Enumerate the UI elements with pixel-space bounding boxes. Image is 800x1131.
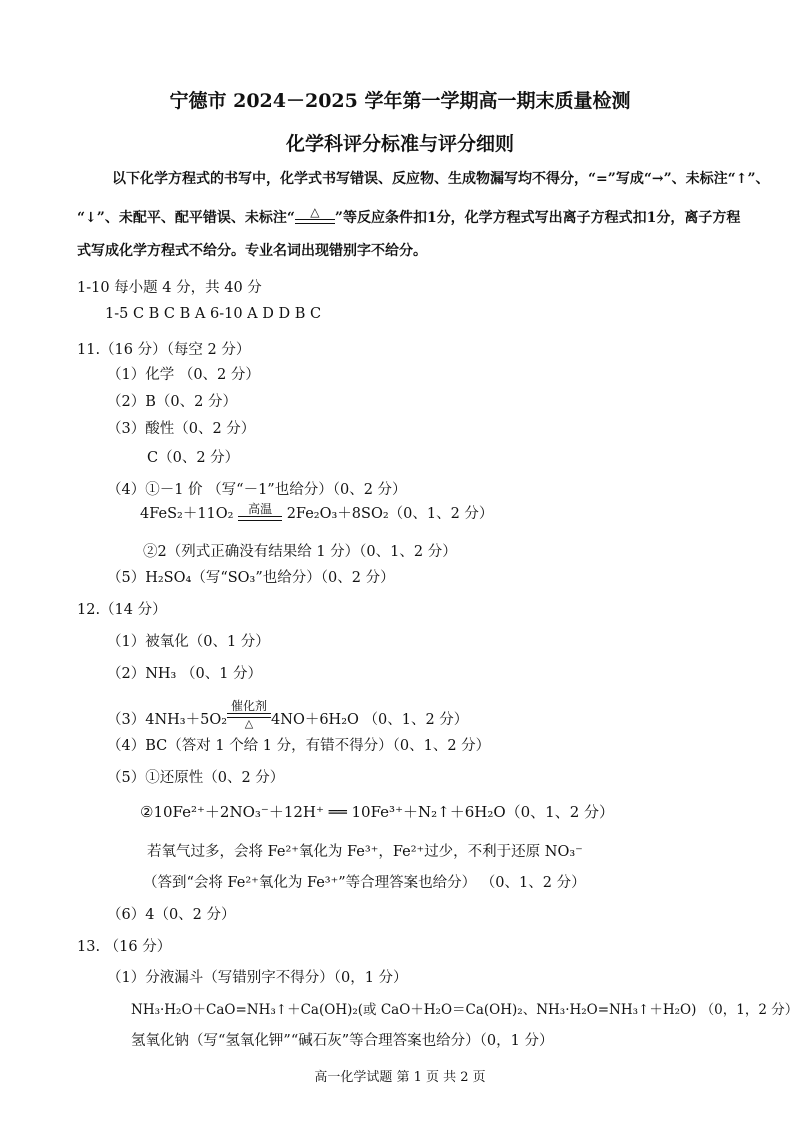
q12-answer-6: （6）4（0、2 分） <box>107 907 236 923</box>
q11-answer-3: （3）酸性（0、2 分） <box>107 421 256 437</box>
heat-symbol: △ <box>244 717 254 730</box>
mc-answers: 1-5 C B C B A 6-10 A D D B C <box>105 306 322 322</box>
intro-line-2a: “↓”、未配平、配平错误、未标注“ <box>77 210 295 226</box>
page-footer: 高一化学试题 第 1 页 共 2 页 <box>314 1070 486 1085</box>
q13-answer-1: （1）分液漏斗（写错别字不得分）（0，1 分） <box>107 970 408 986</box>
equals-sign <box>295 219 335 224</box>
intro-line-2b: ”等反应条件扣1分，化学方程式写出离子方程式扣1分，离子方程 <box>334 210 741 226</box>
catalyst-text: 催化剂 <box>231 699 268 713</box>
q11-equation-left: 4FeS₂＋11O₂ <box>140 506 234 522</box>
q12-answer-5d: （答到“会将 Fe²⁺氧化为 Fe³⁺”等合理答案也给分） （0、1、2 分） <box>143 875 586 891</box>
heating-symbol: △ <box>310 205 320 219</box>
q13-answer-1c: 氢氧化钠（写“氢氧化钾”“碱石灰”等合理答案也给分）（0，1 分） <box>131 1033 554 1049</box>
q11-answer-5: （5）H₂SO₄（写“SO₃”也给分）（0、2 分） <box>107 570 395 586</box>
intro-line-2 <box>77 207 740 230</box>
q11-answer-1: （1）化学 （0、2 分） <box>107 367 260 383</box>
page-title-1: 宁德市 2024－2025 学年第一学期高一期末质量检测 <box>169 90 631 112</box>
q12-heading: 12.（14 分） <box>77 602 167 618</box>
q12-answer-5c: 若氧气过多，会将 Fe²⁺氧化为 Fe³⁺，Fe²⁺过少，不利于还原 NO₃⁻ <box>147 844 583 860</box>
page-title-2: 化学科评分标准与评分细则 <box>285 133 514 155</box>
q12-answer-1: （1）被氧化（0、1 分） <box>107 634 270 650</box>
intro-line-1: 以下化学方程式的书写中，化学式书写错误、反应物、生成物漏写均不得分，“=”写成“→”、未标注“↑”、 <box>112 171 770 187</box>
q13-answer-1b: NH₃·H₂O＋CaO=NH₃↑＋Ca(OH)₂(或 CaO＋H₂O＝Ca(OH)₂、NH₃·H₂O=NH₃↑＋H₂O) （0，1，2 分） <box>131 1002 799 1018</box>
q12-answer-5: （5）①还原性（0、2 分） <box>107 770 285 786</box>
intro-line-3: 式写成化学方程式不给分。专业名词出现错别字不给分。 <box>77 243 427 259</box>
mc-heading: 1-10 每小题 4 分，共 40 分 <box>77 280 262 296</box>
catalyst-heat-condition <box>227 700 271 730</box>
q12-answer-5b: ②10Fe²⁺＋2NO₃⁻＋12H⁺ ══ 10Fe³⁺＋N₂↑＋6H₂O（0、1、2 分） <box>140 803 615 821</box>
heating-condition-symbol <box>295 206 335 224</box>
q12-answer-3 <box>107 697 468 729</box>
q11-heading: 11.（16 分）（每空 2 分） <box>77 342 251 358</box>
q11-answer-4b: ②2（列式正确没有结果给 1 分）（0、1、2 分） <box>143 544 457 560</box>
q11-answer-4: （4）①－1 价 （写“－1”也给分）（0、2 分） <box>107 482 407 498</box>
high-temperature-condition <box>238 503 282 521</box>
q12-equation-right: 4NO＋6H₂O （0、1、2 分） <box>271 712 469 728</box>
q12-answer-2: （2）NH₃ （0、1 分） <box>107 666 263 682</box>
q12-answer-4: （4）BC（答对 1 个给 1 分，有错不得分）（0、1、2 分） <box>107 738 491 754</box>
q11-answer-2: （2）B（0、2 分） <box>107 394 237 410</box>
q11-equation <box>140 502 493 526</box>
q11-answer-3b: C（0、2 分） <box>147 450 240 466</box>
q13-heading: 13. （16 分） <box>77 939 172 955</box>
q11-equation-right: 2Fe₂O₃＋8SO₂（0、1、2 分） <box>286 506 494 522</box>
equals-sign <box>238 516 282 521</box>
condition-text: 高温 <box>248 502 273 516</box>
q12-equation-left: （3）4NH₃＋5O₂ <box>107 712 228 728</box>
